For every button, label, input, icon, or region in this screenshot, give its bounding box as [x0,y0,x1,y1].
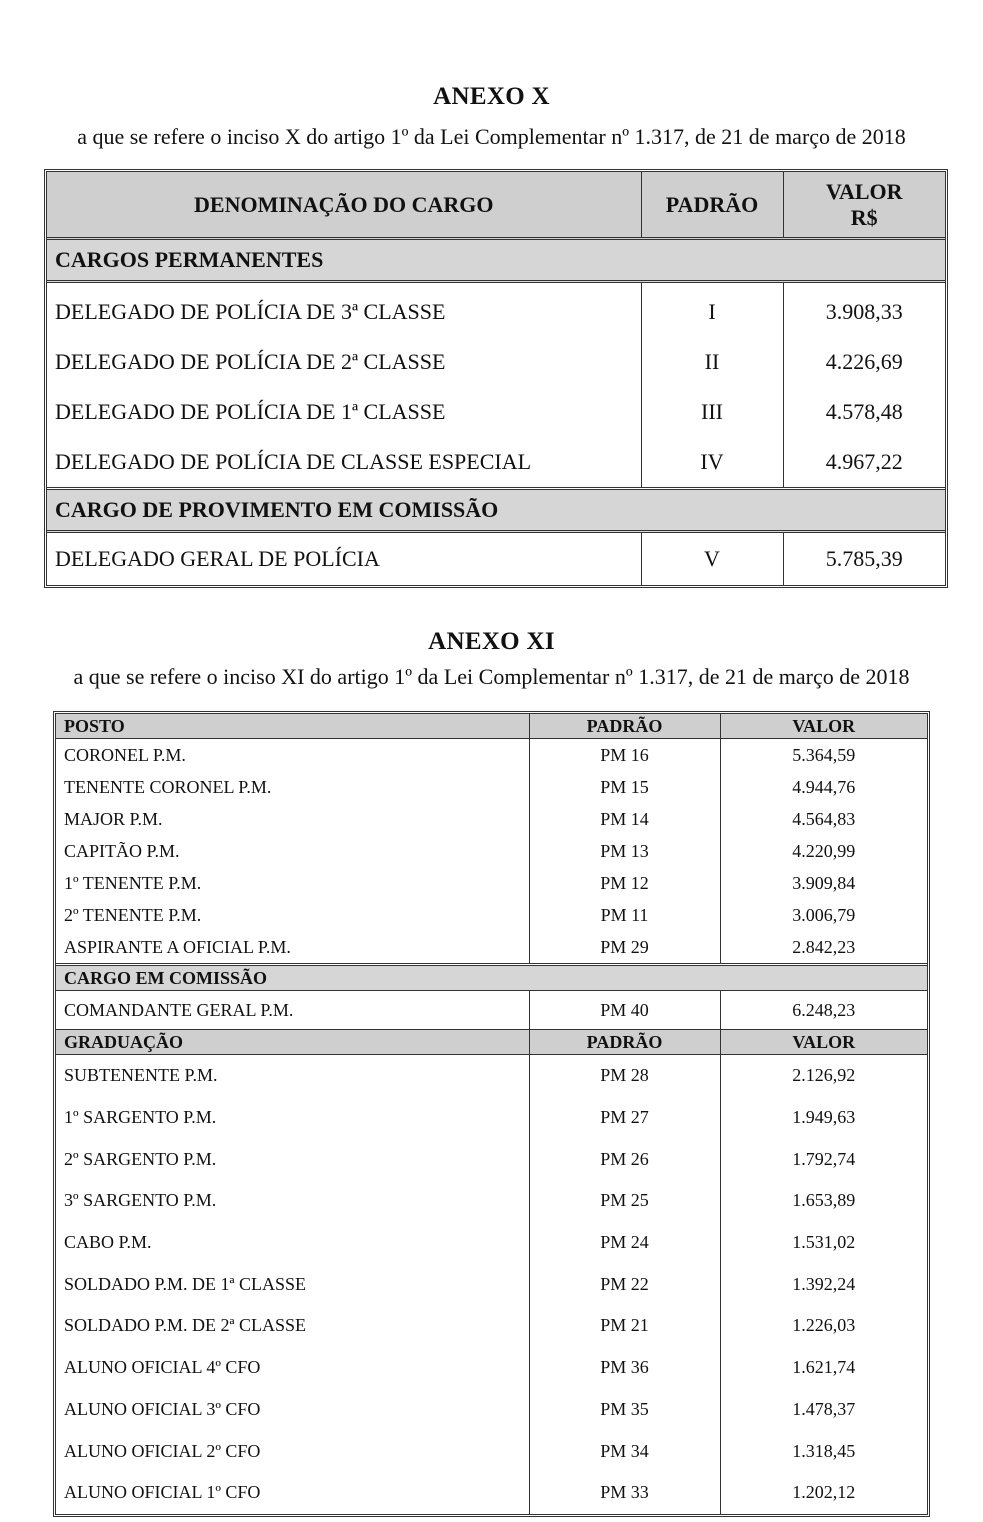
cell-value: 4.226,69 [783,337,945,387]
section-row [47,239,945,282]
cell-standard: PM 14 [529,803,720,835]
cell-value: 5.785,39 [783,532,945,586]
table-row [47,337,945,387]
table-row [56,739,927,772]
cell-standard: PM 40 [529,991,720,1030]
section-row [56,965,927,991]
cell-value: 5.364,59 [720,739,927,772]
cell-name: SOLDADO P.M. DE 2ª CLASSE [64,1315,306,1336]
cell-value: 3.006,79 [720,899,927,931]
annex-xi-header-row [56,714,927,739]
cell-name: 3º SARGENTO P.M. [64,1190,217,1211]
table-row [56,771,927,803]
section-label-commission: CARGO DE PROVIMENTO EM COMISSÃO [47,489,945,532]
header-name: DENOMINAÇÃO DO CARGO [47,172,641,239]
annex-x-header-row [47,172,945,239]
cell-value: 4.967,22 [783,437,945,489]
table-row [56,803,927,835]
cell-value: 1.478,37 [720,1389,927,1431]
table-row [56,1472,927,1514]
table-row [56,835,927,867]
graduation-header-row [56,1030,927,1055]
cell-value: 3.908,33 [783,282,945,338]
header-value: VALOR [720,1030,927,1055]
annex-xi-subtitle: a que se refere o inciso XI do artigo 1º da Lei Complementar nº 1.317, de 21 de março de 2018 [73,664,910,689]
cell-name: ASPIRANTE A OFICIAL P.M. [64,936,291,957]
cell-standard: II [641,337,783,387]
table-row [56,1055,927,1097]
header-graduation: GRADUAÇÃO [56,1030,529,1055]
cell-name: ALUNO OFICIAL 4º CFO [64,1357,261,1378]
cell-standard: I [641,282,783,338]
table-row [56,1389,927,1431]
section-row [47,489,945,532]
cell-value: 4.564,83 [720,803,927,835]
table-row [56,931,927,965]
cell-name: CORONEL P.M. [64,744,186,765]
table-row [47,387,945,437]
section-label-permanent: CARGOS PERMANENTES [47,239,945,282]
header-rank: POSTO [56,714,529,739]
table-row [56,1430,927,1472]
cell-name: ALUNO OFICIAL 1º CFO [64,1482,261,1503]
cell-name: CAPITÃO P.M. [64,840,180,861]
header-standard: PADRÃO [641,172,783,239]
table-row [56,1180,927,1222]
cell-value: 4.944,76 [720,771,927,803]
cell-name: SUBTENENTE P.M. [64,1065,218,1086]
cell-value: 1.392,24 [720,1263,927,1305]
table-row [56,899,927,931]
cell-value: 6.248,23 [720,991,927,1030]
cell-standard: PM 15 [529,771,720,803]
cell-name: 1º SARGENTO P.M. [64,1107,217,1128]
cell-name: TENENTE CORONEL P.M. [64,776,272,797]
cell-name: 2º TENENTE P.M. [64,904,202,925]
cell-standard: PM 16 [529,739,720,772]
header-standard: PADRÃO [529,1030,720,1055]
cell-standard: PM 24 [529,1222,720,1264]
cell-standard: PM 33 [529,1472,720,1514]
cell-name: DELEGADO DE POLÍCIA DE 2ª CLASSE [55,349,446,374]
cell-name: 1º TENENTE P.M. [64,872,202,893]
cell-standard: PM 27 [529,1097,720,1139]
cell-standard: PM 11 [529,899,720,931]
cell-name: CABO P.M. [64,1232,152,1253]
cell-name: ALUNO OFICIAL 3º CFO [64,1398,261,1419]
cell-name: 2º SARGENTO P.M. [64,1148,217,1169]
cell-standard: PM 36 [529,1347,720,1389]
cell-value: 4.220,99 [720,835,927,867]
cell-value: 1.621,74 [720,1347,927,1389]
officers-rows [56,739,927,965]
cell-name: DELEGADO DE POLÍCIA DE CLASSE ESPECIAL [55,449,532,474]
cell-standard: PM 26 [529,1138,720,1180]
table-row [56,1222,927,1264]
cell-standard: V [641,532,783,586]
cell-name: MAJOR P.M. [64,808,163,829]
header-value [783,172,945,239]
cell-standard: PM 12 [529,867,720,899]
annex-xi-title: ANEXO XI [428,628,555,655]
cell-standard: PM 25 [529,1180,720,1222]
table-row [56,867,927,899]
cell-value: 4.578,48 [783,387,945,437]
cell-name: DELEGADO DE POLÍCIA DE 1ª CLASSE [55,399,446,424]
table-row [47,532,945,586]
cell-standard: PM 34 [529,1430,720,1472]
header-value-line1: VALOR [825,178,903,204]
cell-standard: PM 13 [529,835,720,867]
cell-standard: PM 28 [529,1055,720,1097]
cell-value: 2.126,92 [720,1055,927,1097]
header-value: VALOR [720,714,927,739]
cell-standard: PM 22 [529,1263,720,1305]
cell-value: 3.909,84 [720,867,927,899]
cell-standard: IV [641,437,783,489]
table-row [56,1097,927,1139]
header-value-line2: R$ [850,204,878,230]
table-row [56,991,927,1030]
annex-x-subtitle: a que se refere o inciso X do artigo 1º da Lei Complementar nº 1.317, de 21 de março de 2018 [77,124,906,149]
header-standard: PADRÃO [529,714,720,739]
cell-value: 1.792,74 [720,1138,927,1180]
table-row [56,1347,927,1389]
cell-standard: III [641,387,783,437]
table-row [56,1263,927,1305]
cell-value: 1.653,89 [720,1180,927,1222]
annex-xi-table [53,711,930,1517]
annex-x-title: ANEXO X [433,83,550,110]
cell-name: DELEGADO GERAL DE POLÍCIA [55,546,380,571]
cell-value: 1.318,45 [720,1430,927,1472]
table-row [56,1138,927,1180]
annex-x-table [44,169,948,588]
table-row [56,1305,927,1347]
cell-name: DELEGADO DE POLÍCIA DE 3ª CLASSE [55,299,446,324]
cell-value: 2.842,23 [720,931,927,965]
cell-value: 1.949,63 [720,1097,927,1139]
table-row [47,437,945,489]
cell-name: ALUNO OFICIAL 2º CFO [64,1440,261,1461]
cell-value: 1.202,12 [720,1472,927,1514]
cell-standard: PM 35 [529,1389,720,1431]
table-row [47,282,945,338]
cell-value: 1.531,02 [720,1222,927,1264]
cell-standard: PM 21 [529,1305,720,1347]
cell-name: SOLDADO P.M. DE 1ª CLASSE [64,1273,306,1294]
cell-value: 1.226,03 [720,1305,927,1347]
section-label-commission: CARGO EM COMISSÃO [56,965,927,991]
cell-standard: PM 29 [529,931,720,965]
cell-name: COMANDANTE GERAL P.M. [64,999,294,1020]
